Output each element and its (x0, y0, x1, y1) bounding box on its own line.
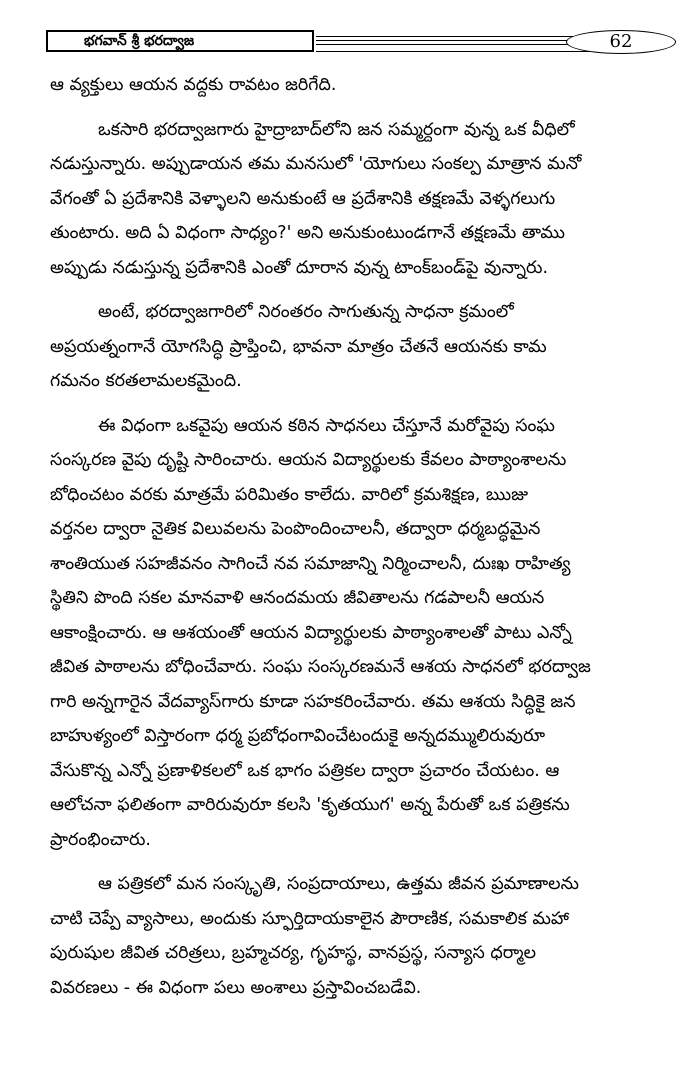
text-line: ఈ విధంగా ఒకవైపు ఆయన కఠిన సాధనలు చేస్తూనే మరోవైపు సంఘ (98, 415, 555, 436)
paragraph (50, 867, 660, 1005)
text-line: బాహుళ్యంలో విస్తారంగా ధర్మ ప్రబోధంగావించేటందుకై అన్నదమ్ములిరువురూ (50, 726, 546, 746)
text-line: వేసుకొన్న ఎన్నో ప్రణాళికలలో ఒక భాగం పత్రికల ద్వారా ప్రచారం చేయటం. ఆ (50, 760, 560, 781)
page-number: 62 (566, 30, 676, 54)
text-line: తుంటారు. అది ఏ విధంగా సాధ్యం?' అని అనుకుంటుండగానే తక్షణమే తాము (50, 223, 565, 243)
text-line: అంటే, భరద్వాజగారిలో నిరంతరం సాగుతున్న సాధనా క్రమంలో (98, 302, 514, 322)
page-header (46, 30, 656, 56)
text-line: జీవిత పాఠాలను బోధించేవారు. సంఘ సంస్కరణమనే ఆశయ సాధనలో భరద్వాజ (50, 657, 591, 677)
text-line: గమనం కరతలామలకమైంది. (50, 371, 242, 391)
text-line: శాంతియుత సహజీవనం సాగించే నవ సమాజాన్ని నిర్మించాలనీ, దుఃఖ రాహిత్య (50, 553, 571, 574)
text-line: ఒకసారి భరద్వాజగారు హైద్రాబాద్‌లోని జన సమ్మర్దంగా వున్న ఒక వీధిలో (98, 119, 575, 140)
text-line: ఆ వ్యక్తులు ఆయన వద్దకు రావటం జరిగేది. (50, 75, 337, 95)
text-line: గారి అన్నగారైన వేదవ్యాస్‌గారు కూడా సహకరించేవారు. తమ ఆశయ సిద్ధికై జన (50, 691, 576, 712)
text-line: వేగంతో ఏ ప్రదేశానికి వెళ్ళాలని అనుకుంటే ఆ ప్రదేశానికి తక్షణమే వెళ్ళగలుగు (50, 188, 556, 209)
paragraph-gap (50, 399, 660, 409)
text-line: చాటి చెప్పే వ్యాసాలు, అందుకు స్ఫూర్తిదాయకాలైన పౌరాణిక, సమకాలిక మహా (50, 908, 569, 929)
paragraph-gap (50, 285, 660, 295)
text-line: ఆ పత్రికలో మన సంస్కృతి, సంప్రదాయాలు, ఉత్తమ జీవన ప్రమాణాలను (98, 874, 579, 894)
paragraph (50, 68, 660, 103)
running-title: భగవాన్ శ్రీ భరద్వాజ (46, 30, 314, 52)
text-line: ఆలోచనా ఫలితంగా వారిరువురూ కలసి 'కృతయుగ' అన్న పేరుతో ఒక పత్రికను (50, 795, 570, 815)
text-line: అప్పుడు నడుస్తున్న ప్రదేశానికి ఎంతో దూరాన వున్న టాంక్‌బండ్‌పై వున్నారు. (50, 257, 549, 278)
paragraph (50, 295, 660, 399)
text-line: పురుషుల జీవిత చరిత్రలు, బ్రహ్మచర్య, గృహస్థ, వానప్రస్థ, సన్యాస ధర్మాల (50, 943, 537, 963)
text-line: అప్రయత్నంగానే యోగసిద్ధి ప్రాప్తించి, భావనా మాత్రం చేతనే ఆయనకు కామ (50, 336, 547, 357)
paragraph-gap (50, 857, 660, 867)
text-line: ఆకాంక్షించారు. ఆ ఆశయంతో ఆయన విద్యార్థులకు పాఠ్యాంశాలతో పాటు ఎన్నో (50, 622, 572, 643)
text-line: వర్తనల ద్వారా నైతిక విలువలను పెంపొందించాలనీ, తద్వారా ధర్మబద్ధమైన (50, 519, 541, 539)
text-line: సంస్కరణ వైపు దృష్టి సారించారు. ఆయన విద్యార్థులకు కేవలం పాఠ్యాంశాలను (50, 450, 567, 470)
text-line: స్థితిని పొంది సకల మానవాళి ఆనందమయ జీవితాలను గడపాలనీ ఆయన (50, 588, 545, 608)
body-text (50, 68, 660, 1005)
text-line: బోధించటం వరకు మాత్రమే పరిమితం కాలేదు. వారిలో క్రమశిక్షణ, ఋజు (50, 484, 529, 505)
paragraph (50, 113, 660, 286)
text-line: వివరణలు - ఈ విధంగా పలు అంశాలు ప్రస్తావించబడేవి. (50, 977, 422, 998)
text-line: నడుస్తున్నారు. అప్పుడాయన తమ మనసులో 'యోగులు సంకల్ప మాత్రాన మనో (50, 154, 582, 174)
text-line: ప్రారంభించారు. (50, 829, 151, 850)
paragraph-gap (50, 103, 660, 113)
paragraph (50, 409, 660, 858)
